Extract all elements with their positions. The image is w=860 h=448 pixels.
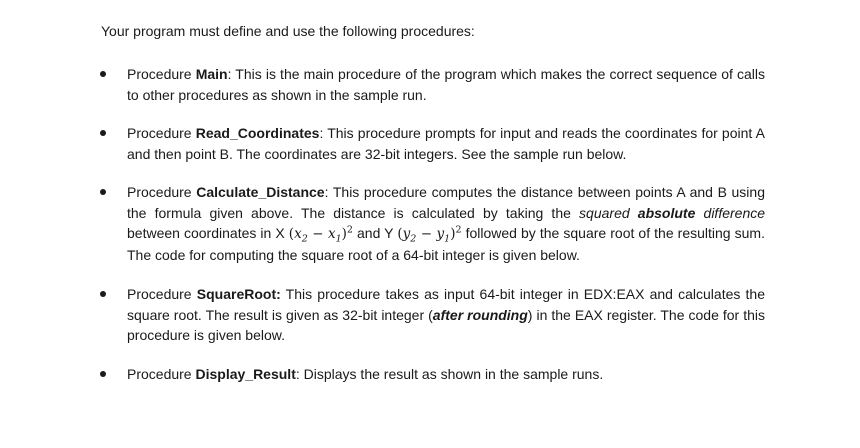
formula-variable: x	[327, 226, 336, 242]
bullet-icon	[100, 130, 106, 136]
formula-operator: −	[307, 226, 328, 242]
procedure-description	[127, 123, 765, 164]
procedure-text: followed by the square root of the resulting sum. The code for computing the square root of a 64-bit integer is given below.	[127, 225, 765, 263]
procedure-prefix: Procedure	[127, 184, 197, 200]
procedure-description	[127, 284, 765, 346]
procedure-separator: :	[319, 125, 324, 141]
procedure-text: This is the main procedure of the program which makes the correct sequence of calls to other procedures as shown in the sample run.	[127, 66, 765, 103]
procedure-text: Displays the result as shown in the sample runs.	[299, 366, 604, 382]
intro-text: Your program must define and use the following procedures:	[101, 23, 475, 39]
procedure-text: This procedure takes as input 64-bit integer in EDX:EAX and calculates the square root. The result is given as 32-bit integer (	[127, 286, 766, 323]
procedure-name: Read_Coordinates	[195, 125, 320, 141]
procedure-prefix: Procedure	[127, 66, 196, 82]
formula-variable: y	[402, 226, 411, 242]
bullet-icon	[100, 291, 106, 297]
procedure-text: between coordinates in X	[127, 225, 289, 241]
procedure-text: This procedure computes the distance between points A and B using the formula given above. The distance is calculated by taking the	[127, 184, 765, 221]
formula-variable: y	[436, 226, 445, 242]
formula-exponent: 2	[346, 224, 353, 236]
formula-subscript: 1	[444, 233, 451, 245]
bullet-icon	[100, 189, 106, 195]
formula-subscript: 2	[301, 233, 308, 245]
formula-operator: −	[416, 226, 437, 242]
procedure-prefix: Procedure	[127, 286, 197, 302]
emphasis-squared: squared	[579, 204, 630, 221]
formula-exponent: 2	[455, 224, 462, 236]
formula-y	[397, 224, 462, 245]
formula-x	[288, 224, 353, 245]
procedure-separator: :	[227, 66, 232, 82]
formula-variable: x	[294, 226, 302, 242]
procedure-prefix: Procedure	[127, 366, 196, 382]
procedure-name: Calculate_Distance	[196, 184, 325, 200]
procedure-name: Main	[195, 66, 228, 82]
procedure-separator: :	[295, 366, 300, 382]
procedure-separator: :	[324, 184, 329, 200]
procedure-text: and Y	[352, 225, 398, 241]
list-item-read-coordinates	[127, 123, 765, 164]
list-item-main	[127, 64, 765, 105]
procedure-description	[127, 364, 765, 385]
formula-paren: (	[397, 226, 403, 242]
emphasis-after-rounding: after rounding	[432, 306, 528, 323]
formula-paren: (	[288, 226, 295, 242]
text-space	[630, 205, 638, 221]
formula-paren: )	[341, 226, 347, 242]
bullet-icon	[100, 71, 106, 77]
formula-subscript: 2	[410, 233, 417, 245]
emphasis-difference: difference	[703, 204, 766, 221]
list-item-squareroot	[127, 284, 765, 346]
formula-subscript: 1	[335, 233, 342, 245]
emphasis-absolute: absolute	[637, 204, 696, 221]
procedure-text: ) in the EAX register. The code for this procedure is given below.	[127, 306, 765, 343]
procedure-name: Display_Result	[195, 366, 296, 382]
bullet-icon	[100, 371, 106, 377]
procedure-prefix: Procedure	[127, 125, 196, 141]
procedure-name: SquareRoot:	[196, 286, 281, 302]
list-item-display-result	[127, 364, 765, 385]
procedure-description	[127, 64, 765, 105]
formula-paren: )	[450, 226, 456, 242]
text-space	[695, 205, 703, 221]
procedure-description	[127, 182, 765, 265]
procedure-text: This procedure prompts for input and reads the coordinates for point A and then point B. The coordinates are 32-bit integers. See the sample run below.	[127, 125, 765, 162]
list-item-calculate-distance	[127, 182, 765, 265]
